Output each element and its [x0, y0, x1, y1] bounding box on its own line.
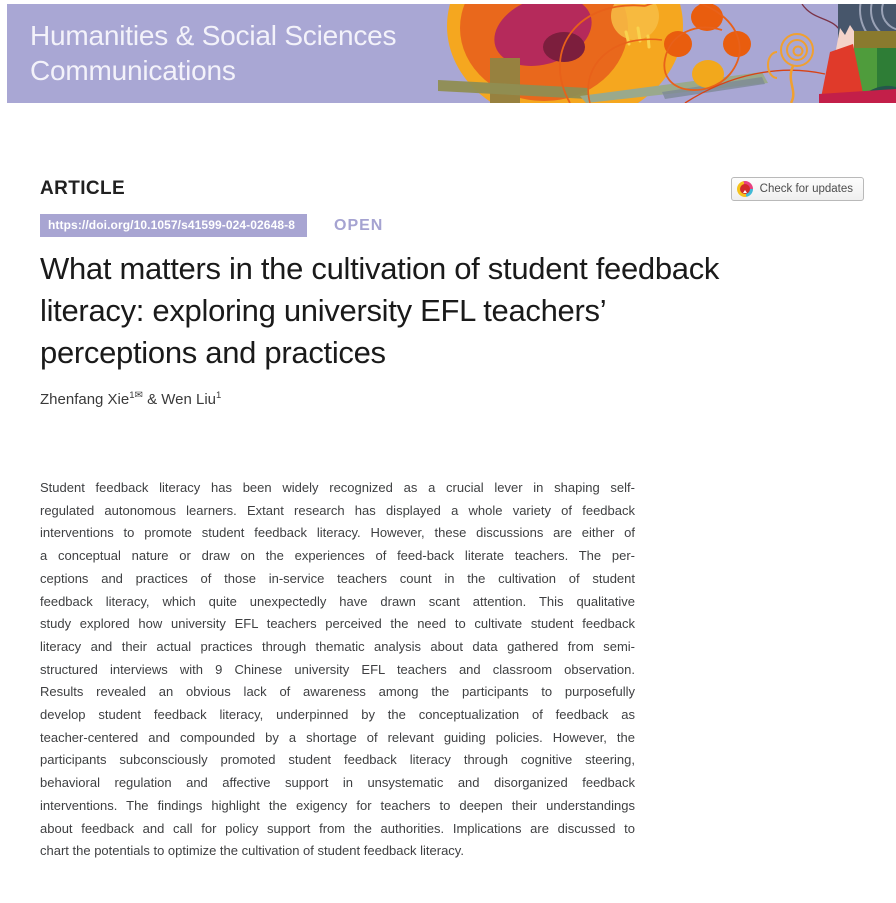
crossmark-icon: [737, 181, 753, 197]
author-1-affiliation: 1✉: [129, 390, 143, 401]
journal-title-line2: Communications: [30, 55, 236, 86]
abstract-line: interventions to promote student feedback literacy. However, these discussions are either of: [40, 525, 635, 541]
article-title-line1: What matters in the cultivation of student feedback: [40, 251, 720, 286]
author-2-name: Wen Liu: [161, 391, 217, 408]
abstract-line: literacy and their actual practices through thematic analysis about data gathered from semi-: [40, 638, 635, 654]
doi-link[interactable]: https://doi.org/10.1057/s41599-024-02648-8: [40, 214, 307, 237]
abstract-line: structured interviews with 9 Chinese university EFL teachers and classroom observation.: [40, 661, 635, 677]
abstract-line: interventions. The findings highlight the exigency for teachers to deepen their understandings: [40, 797, 635, 813]
article-title: [40, 248, 864, 374]
author-line: [40, 391, 864, 408]
article-kicker: ARTICLE: [40, 178, 126, 199]
abstract-line: behavioral regulation and affective support in unsystematic and disorganized feedback: [40, 775, 635, 791]
abstract-line: Student feedback literacy has been widely recognized as a crucial lever in shaping self-: [40, 480, 635, 495]
open-access-label: OPEN: [334, 216, 384, 234]
envelope-icon[interactable]: ✉: [134, 390, 143, 401]
article-page: [0, 103, 896, 863]
author-separator: &: [142, 391, 162, 408]
journal-banner: [7, 4, 896, 103]
banner-artwork: [430, 4, 896, 103]
abstract-line: about feedback and call for policy support from the authorities. Implications are discussed to: [40, 820, 635, 836]
check-for-updates-button[interactable]: [731, 177, 864, 201]
author-2-affiliation: 1: [216, 390, 222, 401]
abstract-line: participants subconsciously promoted student feedback literacy through cognitive steering,: [40, 752, 635, 768]
article-title-line2: literacy: exploring university EFL teachers’: [40, 293, 607, 328]
doi-row: [40, 214, 864, 237]
article-header-row: [40, 177, 864, 201]
abstract-line: chart the potentials to optimize the cultivation of student feedback literacy.: [40, 843, 464, 859]
abstract-line: develop student feedback literacy, underpinned by the conceptualization of feedback as: [40, 707, 635, 723]
abstract-line: study explored how university EFL teachers perceived the need to cultivate student feedback: [40, 616, 635, 632]
article-title-line3: perceptions and practices: [40, 335, 386, 370]
journal-title-line1: Humanities & Social Sciences: [30, 20, 397, 51]
abstract-line: ceptions and practices of those in-service teachers count in the cultivation of student: [40, 570, 635, 586]
journal-title: [30, 18, 396, 88]
abstract-line: regulated autonomous learners. Extant research has displayed a whole variety of feedback: [40, 502, 635, 518]
author-1-name: Zhenfang Xie: [40, 391, 130, 408]
abstract-line: a conceptual nature or draw on the experiences of feed-back literate teachers. The per-: [40, 548, 635, 564]
abstract-line: feedback literacy, which quite unexpectedly have drawn scant attention. This qualitative: [40, 593, 635, 609]
abstract: [40, 477, 635, 863]
check-for-updates-label: Check for updates: [759, 183, 853, 195]
abstract-line: teacher-centered and compounded by a shortage of relevant guiding policies. However, the: [40, 729, 635, 745]
abstract-line: Results revealed an obvious lack of awareness among the participants to purposefully: [40, 684, 635, 700]
